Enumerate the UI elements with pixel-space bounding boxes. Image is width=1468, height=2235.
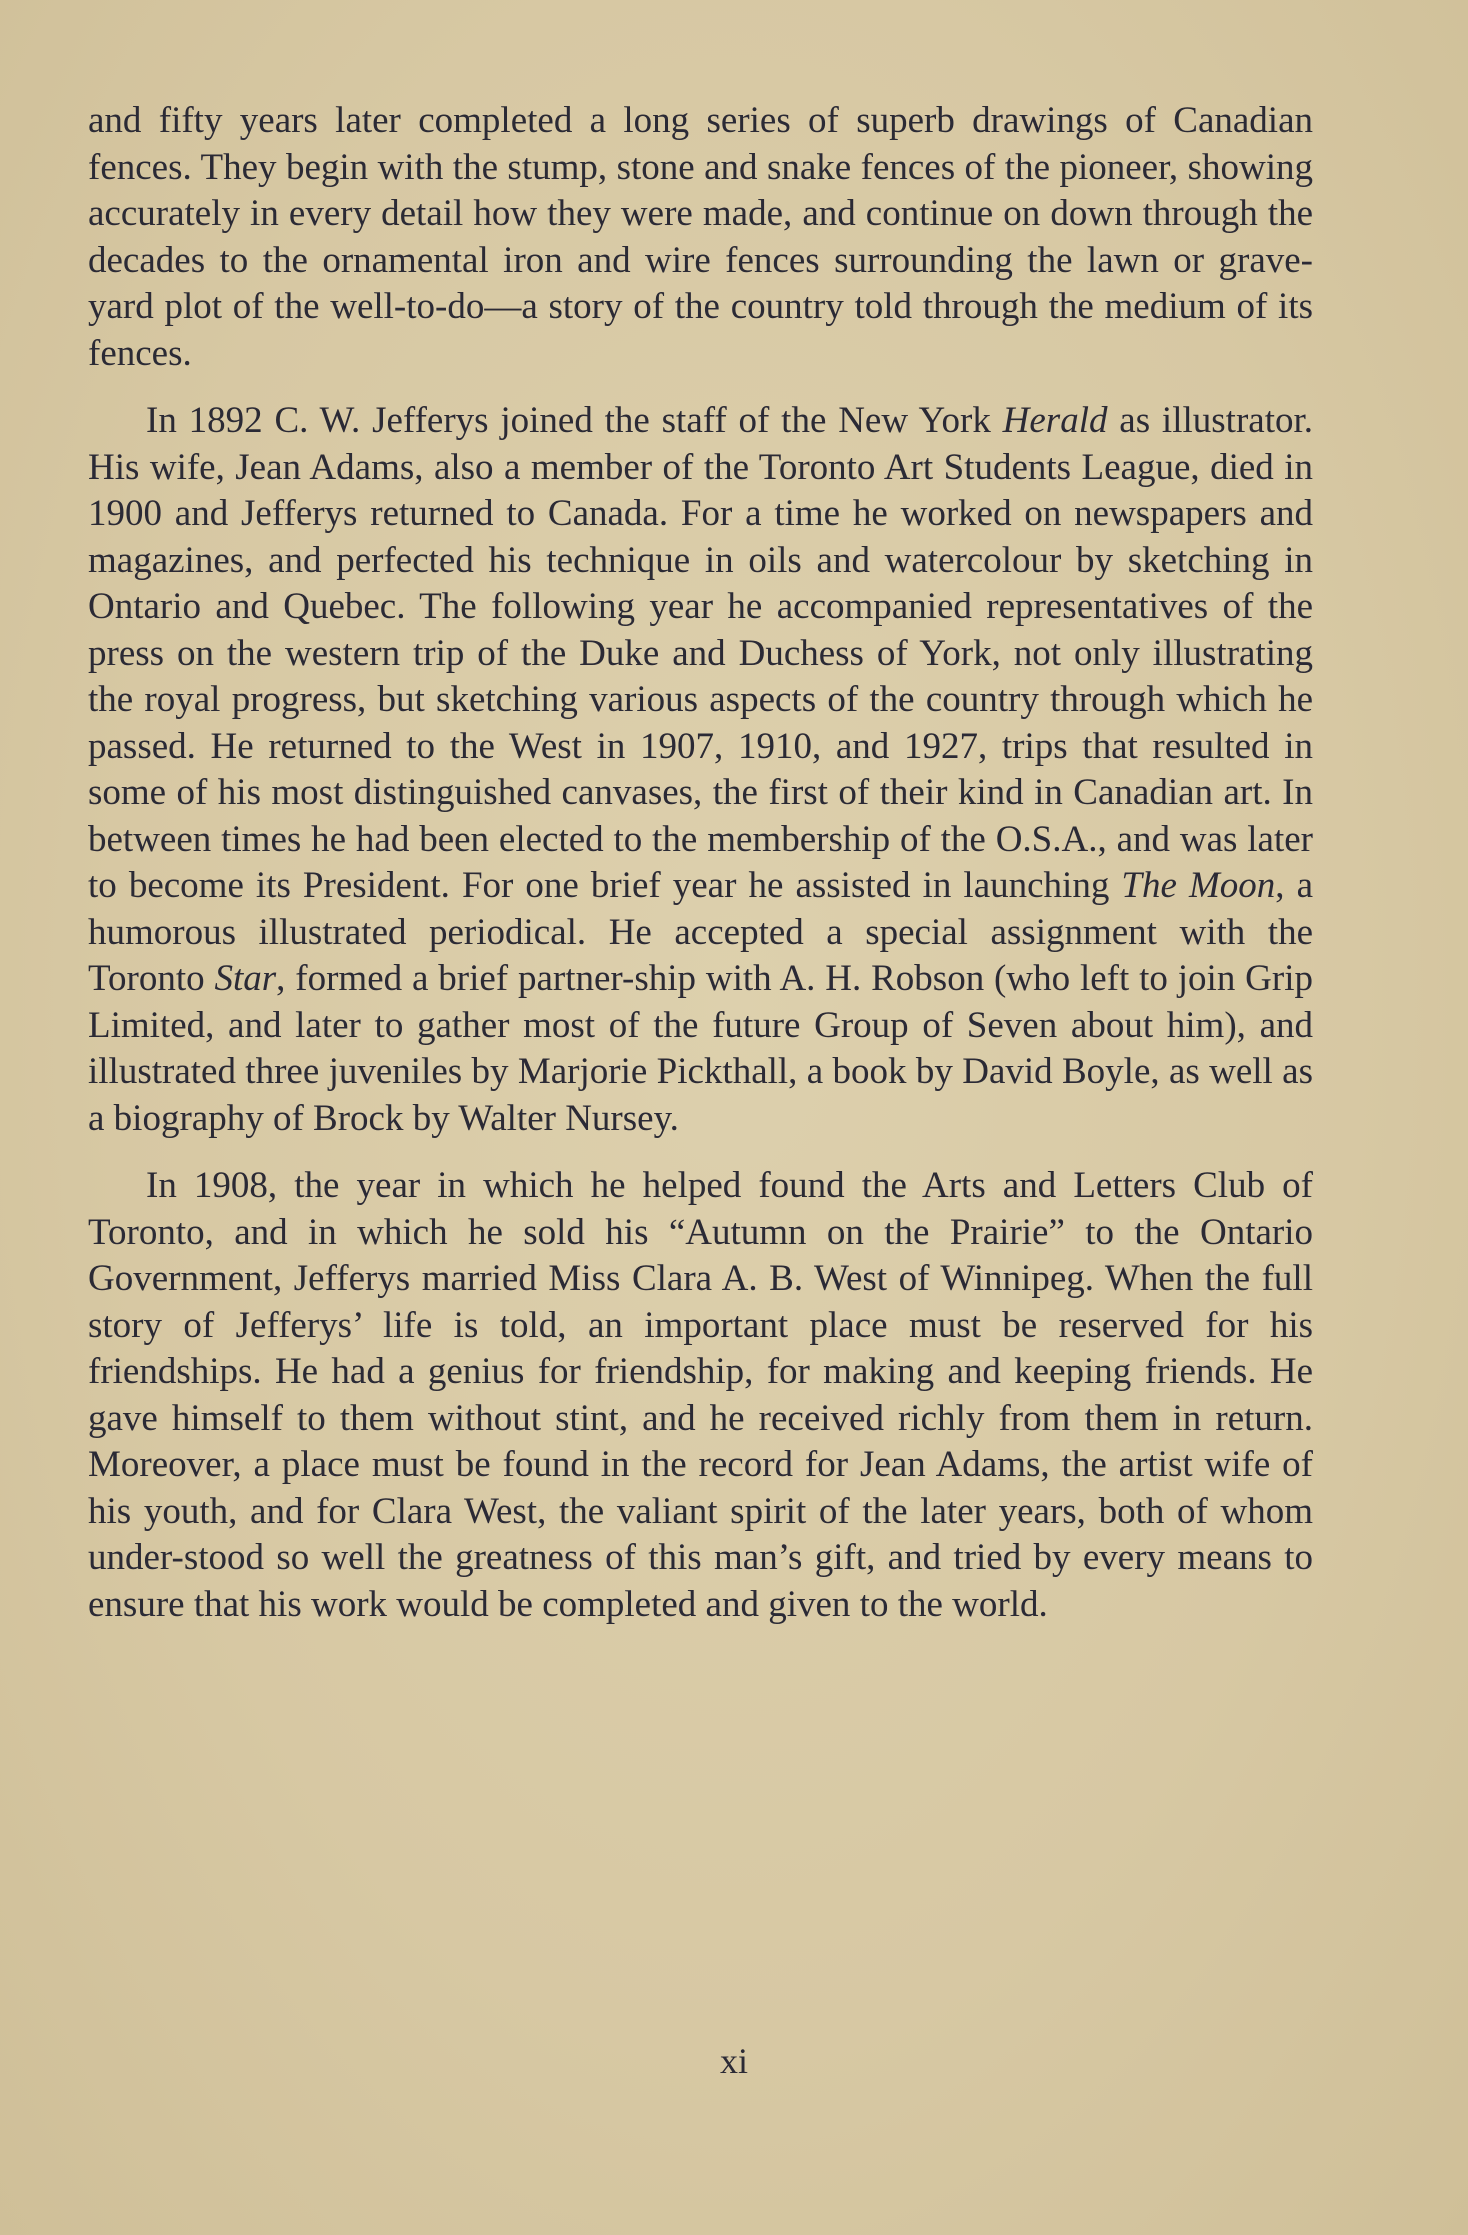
paragraph-1: and fifty years later completed a long series of superb drawings of Canadian fences. They begin with the stump, stone and snake fences of the pioneer, showing accurately in every detail how they were made, and continue on down through the decades to the ornamental iron and wire fences surrounding the lawn or grave-yard plot of the well-to-do—a story of the country told through the medium of its fences. <box>88 100 1313 374</box>
paragraph-2-segment: , a humorous illustrated periodical. He accepted a special assignment with the Toronto <box>88 865 1313 999</box>
moon-title: The Moon <box>1121 865 1276 906</box>
paragraph-3: In 1908, the year in which he helped found the Arts and Letters Club of Toronto, and in which he sold his “Autumn on the Prairie” to the Ontario Government, Jefferys married Miss Clara A. B. West of Winnipeg. When the full story of Jefferys’ life is told, an important place must be reserved for his friendships. He had a genius for friendship, for making and keeping friends. He gave himself to them without stint, and he received richly from them in return. Moreover, a place must be found in the record for Jean Adams, the artist wife of his youth, and for Clara West, the valiant spirit of the later years, both of whom under-stood so well the greatness of this man’s gift, and tried by every means to ensure that his work would be completed and given to the world. <box>88 1165 1313 1625</box>
star-title: Star <box>214 958 277 999</box>
herald-title: Herald <box>1002 400 1108 441</box>
body-text <box>88 98 1313 1628</box>
paragraph-2-segment: as illustrator. His wife, Jean Adams, also a member of the Toronto Art Students League, died in 1900 and Jefferys returned to Canada. For a time he worked on newspapers and magazines, and perfected his technique in oils and watercolour by sketching in Ontario and Quebec. The following year he accompanied representatives of the press on the western trip of the Duke and Duchess of York, not only illustrating the royal progress, but sketching various aspects of the country through which he passed. He returned to the West in 1907, 1910, and 1927, trips that resulted in some of his most distinguished canvases, the first of their kind in Canadian art. In between times he had been elected to the membership of the O.S.A., and was later to become its President. For one brief year he assisted in launching <box>88 400 1313 906</box>
page-number: xi <box>719 2041 748 2081</box>
paragraph-2-segment: , formed a brief partner-ship with A. H. Robson (who left to join Grip Limited, and later to gather most of the future Group of Seven about him), and illustrated three juveniles by Marjorie Pickthall, a book by David Boyle, as well as a biography of Brock by Walter Nursey. <box>88 958 1313 1139</box>
paragraph-2-segment: In 1892 C. W. Jefferys joined the staff of the New York <box>146 400 1003 441</box>
paragraph-2 <box>88 398 1313 1142</box>
